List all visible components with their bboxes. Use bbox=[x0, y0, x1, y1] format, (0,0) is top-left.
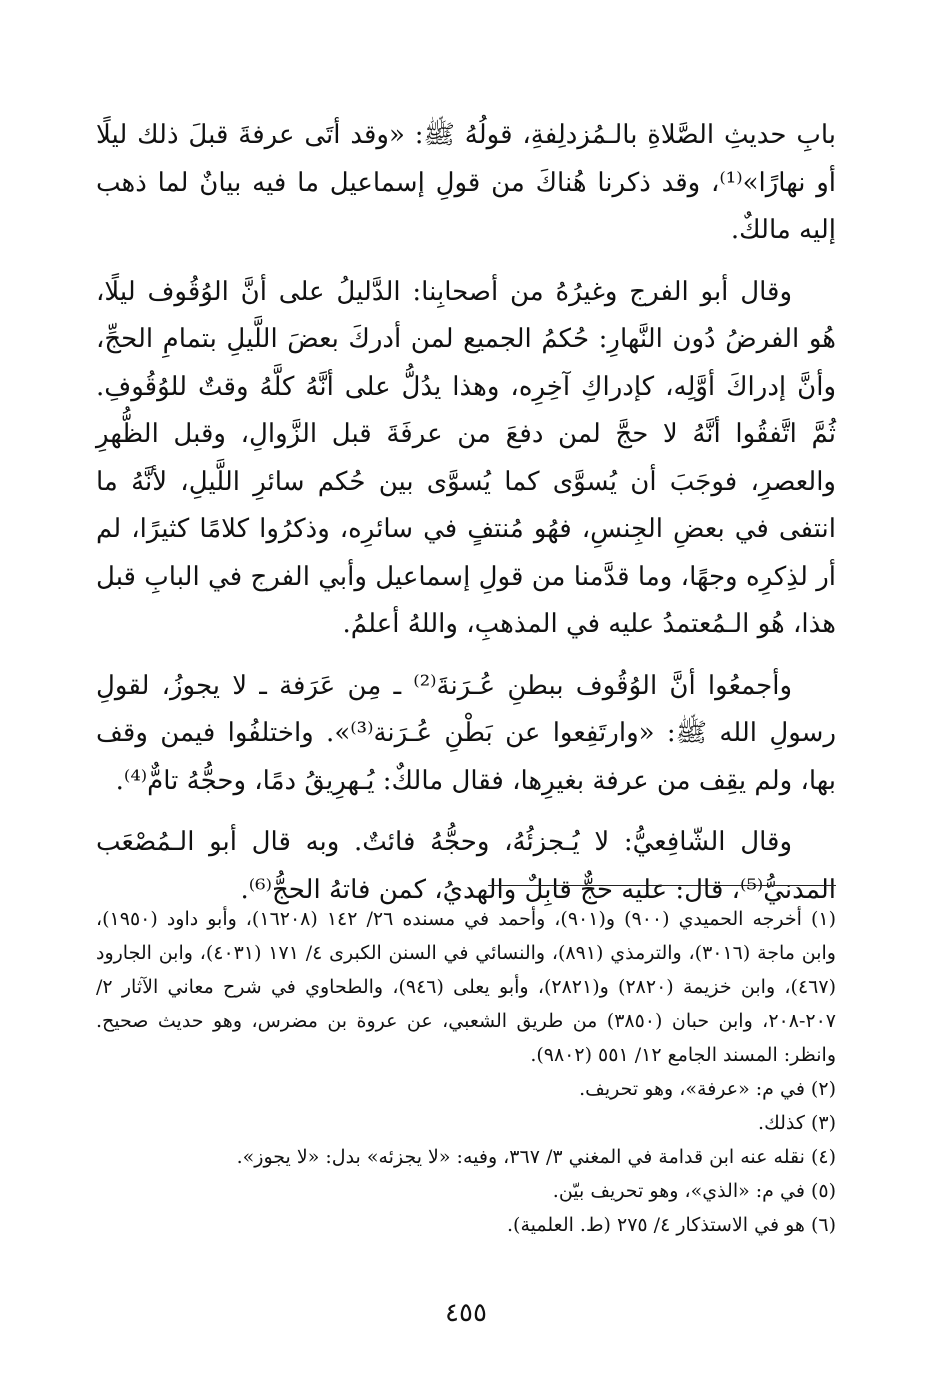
paragraph-4: وقال الشّافِعيُّ: لا يُـجزئُهُ، وحجُّهُ فائتٌ. وبه قال أبو الـمُصْعَب المدنيُّ⁽⁵⁾، قال: عليه حجٌّ قابِلٌ والهديُ، كمن فاتهُ الحجُّ⁽⁶⁾. bbox=[96, 827, 836, 905]
footnote-6: (٦) هو في الاستذكار ٤/ ٢٧٥ (ط. العلمية). bbox=[507, 1214, 836, 1236]
page-number: ٤٥٥ bbox=[445, 1298, 487, 1328]
footnote-divider bbox=[488, 885, 836, 886]
footnote-2: (٢) في م: «عرفة»، وهو تحريف. bbox=[579, 1078, 836, 1100]
paragraph-1: بابِ حديثِ الصَّلاةِ بالـمُزدلِفةِ، قولُهُ ﷺ: «وقد أتَى عرفةَ قبلَ ذلك ليلًا أو نهارًا»⁽¹⁾، وقد ذكرنا هُناكَ من قولِ إسماعيل ما فيه بيانٌ لما ذهب إليه مالكٌ. bbox=[96, 120, 836, 245]
footnote-4: (٤) نقله عنه ابن قدامة في المغني ٣/ ٣٦٧، وفيه: «لا يجزئه» بدل: «لا يجوز». bbox=[236, 1146, 836, 1168]
paragraph-3: وأجمعُوا أنَّ الوُقُوف ببطنِ عُـرَنةَ⁽²⁾ ـ مِن عَرَفة ـ لا يجوزُ، لقولِ رسولِ الله ﷺ: «وارتَفِعوا عن بَطْنِ عُـرَنة⁽³⁾». واختلفُوا فيمن وقف بها، ولم يقِف من عرفة بغيرِها، فقال مالكٌ: يُـهرِيقُ دمًا، وحجُّهُ تامٌّ⁽⁴⁾. bbox=[96, 670, 837, 796]
footnote-1: (١) أخرجه الحميدي (٩٠٠) و(٩٠١)، وأحمد في مسنده ٢٦/ ١٤٢ (١٦٢٠٨)، وأبو داود (١٩٥٠)، وابن ماجة (٣٠١٦)، والترمذي (٨٩١)، والنسائي في السنن الكبرى ٤/ ١٧١ (٤٠٣١)، وابن الجارود (٤٦٧)، وابن خزيمة (٢٨٢٠) و(٢٨٢١)، وأبو يعلى (٩٤٦)، والطحاوي في شرح معاني الآثار ٢/ ٢٠٧-٢٠٨، وابن حبان (٣٨٥٠) من طريق الشعبي، عن عروة بن مضرس، وهو حديث صحيح. وانظر: المسند الجامع ١٢/ ٥٥١ (٩٨٠٢). bbox=[96, 908, 837, 1066]
paragraph-2: وقال أبو الفرج وغيرُهُ من أصحابِنا: الدَّليلُ على أنَّ الوُقُوف ليلًا، هُو الفرضُ دُون النَّهارِ: حُكمُ الجميع لمن أدركَ بعضَ اللَّيلِ بتمامِ الحجِّ، وأنَّ إدراكَ أوَّلِه، كإدراكِ آخِرِه، وهذا يدُلُّ على أنَّهُ كلَّهُ وقتٌ للوُقُوفِ. ثُمَّ اتَّفقُوا أنَّهُ لا حجَّ لمن دفعَ من عرفَةَ قبل الزَّوالِ، وقبل الظُّهرِ والعصرِ، فوجَبَ أن يُسوَّى كما يُسوَّى بين حُكم سائرِ اللَّيلِ، لأنَّهُ ما انتفى في بعضِ الجِنسِ، فهُو مُنتفٍ في سائرِه، وذكرُوا كلامًا كثيرًا، لم أر لذِكرِه وجهًا، وما قدَّمنا من قولِ إسماعيل وأبي الفرج في البابِ قبل هذا، هُو الـمُعتمدُ عليه في المذهبِ، واللهُ أعلمُ. bbox=[96, 276, 836, 639]
main-text bbox=[96, 112, 836, 928]
footnote-3: (٣) كذلك. bbox=[758, 1112, 836, 1134]
footnotes bbox=[96, 902, 836, 1242]
footnote-5: (٥) في م: «الذي»، وهو تحريف بيّن. bbox=[552, 1180, 836, 1202]
